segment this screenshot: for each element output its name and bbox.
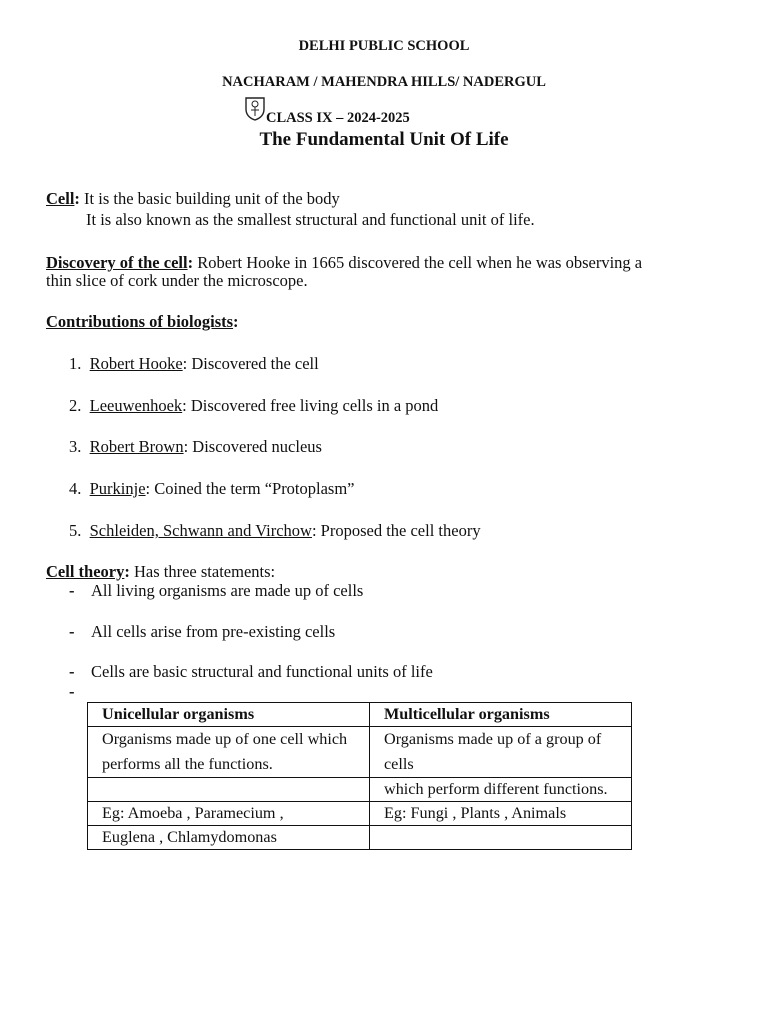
table-cell: Euglena , Chlamydomonas — [88, 826, 370, 850]
table-cell: which perform different functions. — [370, 778, 632, 802]
list-number: 2. — [69, 396, 82, 415]
cell-definition — [46, 189, 340, 209]
cell-line1: It is the basic building unit of the body — [79, 189, 340, 208]
comparison-table — [87, 702, 632, 850]
biologist-contribution: : Coined the term “Protoplasm” — [145, 479, 355, 498]
list-item — [69, 521, 481, 541]
cell-colon: : — [74, 189, 80, 208]
page-title: The Fundamental Unit Of Life — [259, 129, 509, 150]
list-number: 4. — [69, 479, 82, 498]
table-cell — [88, 778, 370, 802]
table-row — [88, 727, 632, 778]
table-cell: Organisms made up of one cell which performs all the functions. — [88, 727, 370, 778]
discovery-line2: thin slice of cork under the microscope. — [46, 271, 308, 290]
discovery-term: Discovery of the cell — [46, 253, 188, 272]
discovery-paragraph — [46, 253, 642, 273]
table-cell: Eg: Amoeba , Paramecium , — [88, 802, 370, 826]
cell-theory-intro: Has three statements: — [129, 562, 276, 581]
bullet-dash: - — [69, 662, 75, 681]
biologist-name: Leeuwenhoek — [89, 396, 183, 415]
table-cell: Eg: Fungi , Plants , Animals — [370, 802, 632, 826]
theory-statement: Cells are basic structural and functional units of life — [91, 662, 433, 681]
discovery-colon: : — [187, 253, 194, 272]
table-cell — [370, 826, 632, 850]
biologist-contribution: : Discovered free living cells in a pond — [182, 396, 439, 415]
list-number: 1. — [69, 354, 82, 373]
table-cell: Organisms made up of a group of cells — [370, 727, 632, 778]
cell-theory-colon: : — [124, 562, 130, 581]
cell-theory-heading — [46, 562, 275, 582]
cell-term: Cell — [46, 189, 75, 208]
biologist-contribution: : Proposed the cell theory — [311, 521, 481, 540]
bullet-dash: - — [69, 581, 75, 600]
discovery-line1: Robert Hooke in 1665 discovered the cell when he was observing a — [193, 253, 643, 272]
list-item — [69, 479, 355, 499]
bullet-dash: - — [69, 682, 75, 701]
table-row — [88, 802, 632, 826]
bullet-dash: - — [69, 622, 75, 641]
biologist-name: Schleiden, Schwann and Virchow — [89, 521, 312, 540]
school-branches: NACHARAM / MAHENDRA HILLS/ NADERGUL — [222, 74, 546, 90]
school-emblem-icon — [244, 95, 266, 121]
theory-statement: All living organisms are made up of cells — [91, 581, 364, 600]
table-row — [88, 826, 632, 850]
table-header: Unicellular organisms — [88, 703, 370, 727]
biologist-name: Robert Hooke — [89, 354, 183, 373]
biologist-name: Robert Brown — [89, 437, 184, 456]
list-item — [69, 396, 438, 416]
list-number: 5. — [69, 521, 82, 540]
table-header-row — [88, 703, 632, 727]
list-number: 3. — [69, 437, 82, 456]
biologist-contribution: : Discovered the cell — [182, 354, 319, 373]
list-item — [69, 354, 319, 374]
cell-line2: It is also known as the smallest structural and functional unit of life. — [86, 210, 535, 229]
cell-theory-term: Cell theory — [46, 562, 125, 581]
table-row — [88, 778, 632, 802]
contributions-term: Contributions of biologists — [46, 312, 234, 331]
contributions-heading — [46, 312, 239, 332]
contributions-colon: : — [233, 312, 239, 331]
school-name: DELHI PUBLIC SCHOOL — [298, 38, 470, 54]
list-item — [69, 437, 322, 457]
theory-statement: All cells arise from pre-existing cells — [91, 622, 336, 641]
biologist-name: Purkinje — [89, 479, 146, 498]
class-year: CLASS IX – 2024-2025 — [266, 110, 410, 126]
table-header: Multicellular organisms — [370, 703, 632, 727]
biologist-contribution: : Discovered nucleus — [183, 437, 322, 456]
